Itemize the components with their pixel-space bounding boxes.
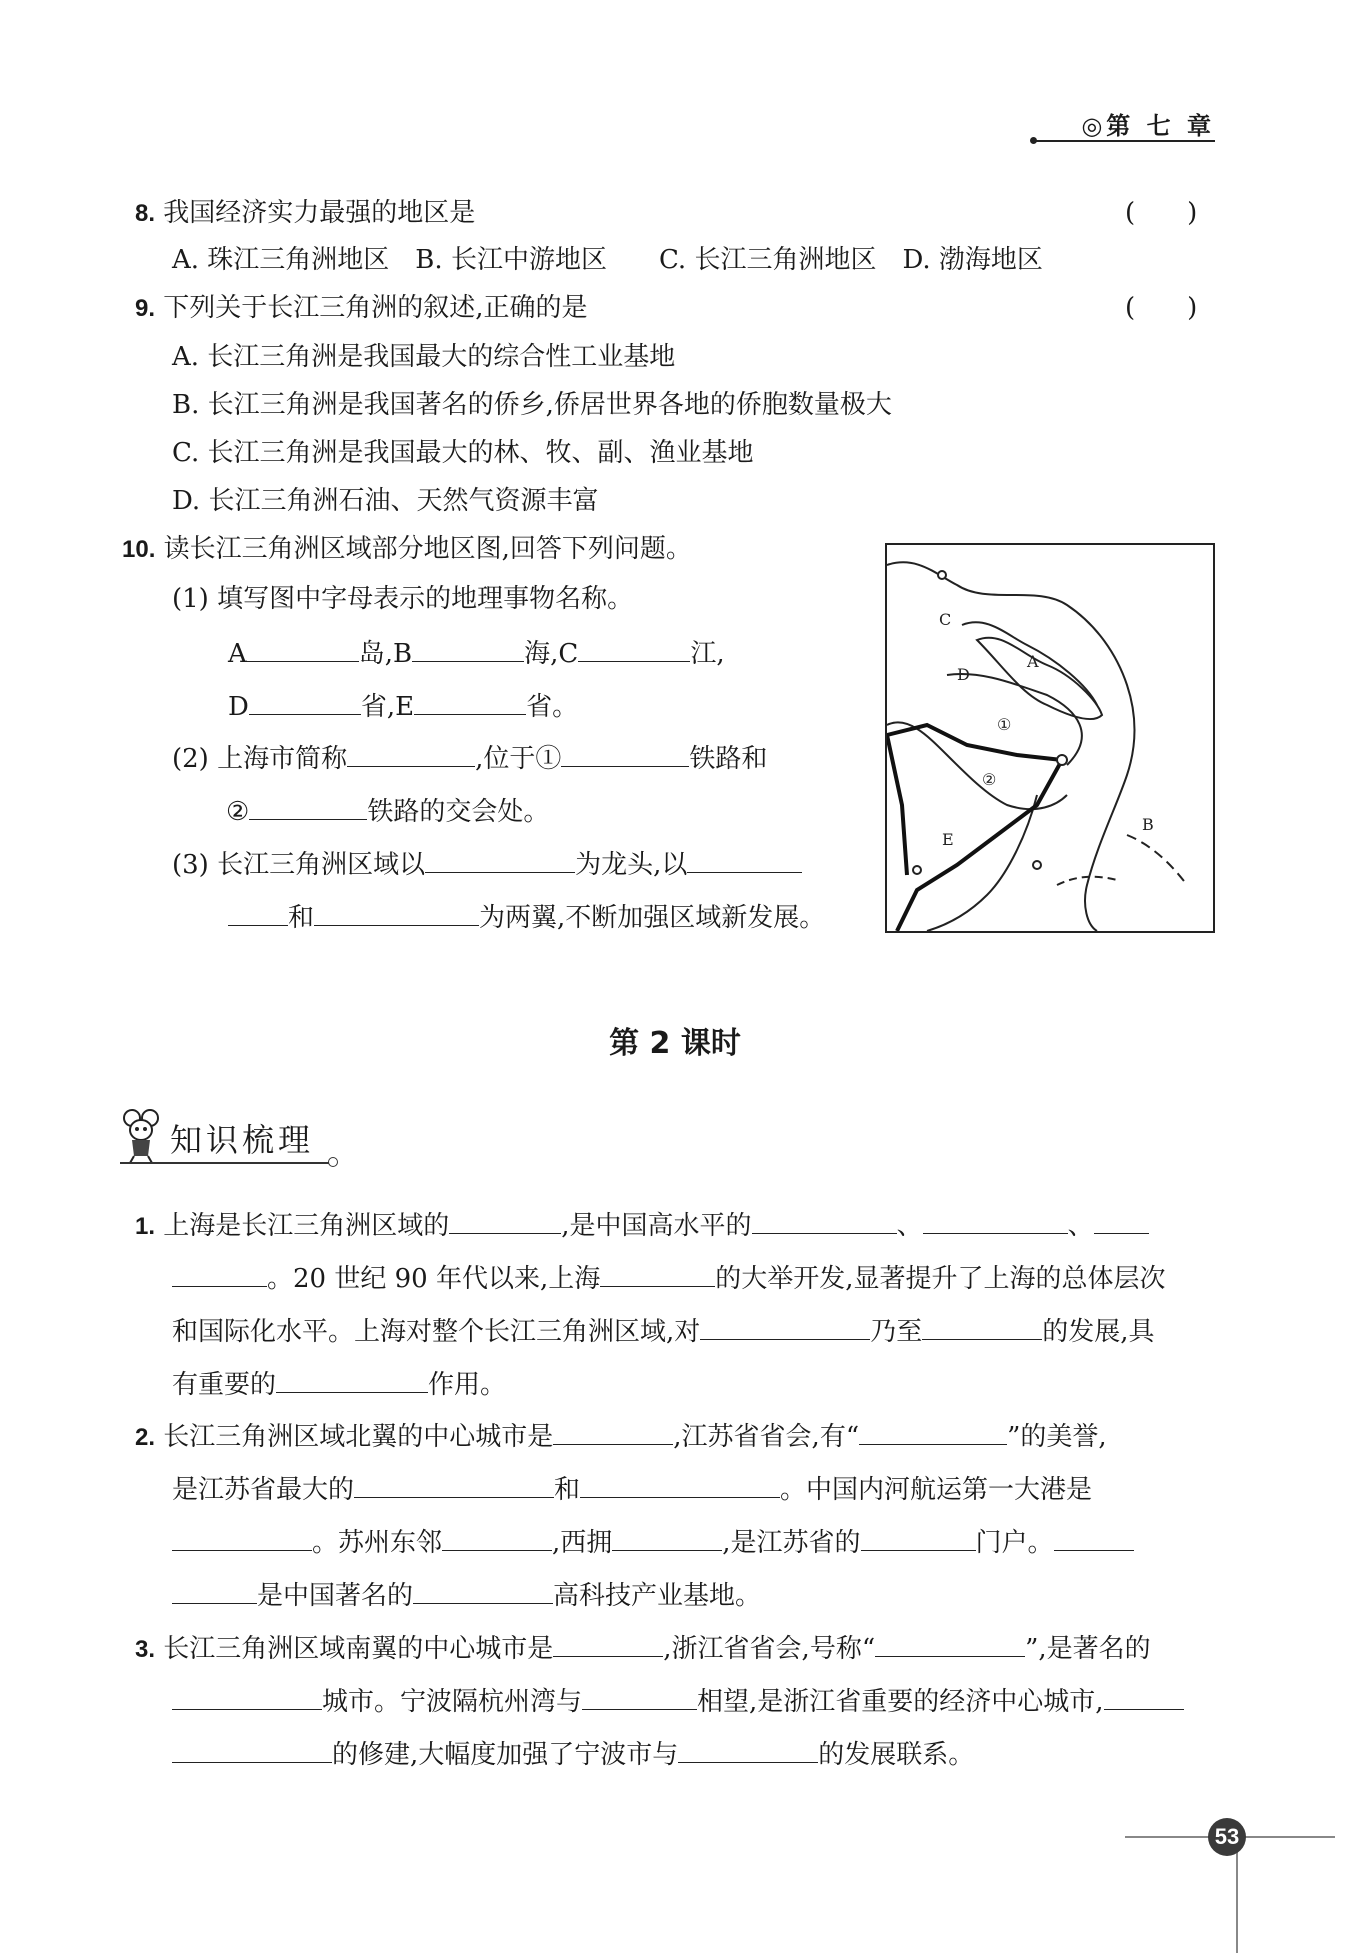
section-rule: [120, 1162, 330, 1164]
label-b: 岛,B: [358, 639, 413, 669]
map-label-2: ②: [982, 770, 997, 789]
q9-number: 9.: [135, 295, 156, 322]
p3-text-b: 为龙头,以: [575, 850, 688, 880]
k2-blank-5[interactable]: [172, 1524, 312, 1551]
p3-text-d: 为两翼,不断加强区域新发展。: [479, 903, 826, 933]
k3-row1: [135, 1630, 1151, 1667]
page-number: 53: [1208, 1818, 1246, 1856]
k3-text: 相望,是浙江省重要的经济中心城市,: [697, 1687, 1104, 1717]
k1-text: ,是中国高水平的: [561, 1211, 752, 1241]
k1-text: 乃至: [870, 1317, 923, 1347]
blank-wing-2[interactable]: [314, 899, 479, 926]
label-e: 省,E: [360, 692, 415, 722]
chapter-header: ◎第 七 章: [1081, 112, 1215, 140]
k1-blank-3[interactable]: [923, 1207, 1068, 1234]
k2-blank-2[interactable]: [859, 1418, 1007, 1445]
map-label-1: ①: [997, 715, 1012, 734]
p3-text-c: 和: [288, 903, 315, 933]
q8-answer-paren[interactable]: ( ): [1125, 198, 1198, 228]
k2-text: 高科技产业基地。: [553, 1581, 762, 1611]
p2-text-d: ②: [226, 797, 250, 827]
blank-c[interactable]: [578, 635, 690, 662]
p3-text-a: (3) 长江三角洲区域以: [172, 850, 426, 880]
q8-options: A. 珠江三角洲地区 B. 长江中游地区 C. 长江三角洲地区 D. 渤海地区: [172, 245, 1043, 275]
q8-stem: 我国经济实力最强的地区是: [163, 198, 476, 228]
map-label-a: A: [1027, 652, 1039, 671]
q10-part2-row1: [172, 740, 767, 776]
k3-text: 长江三角洲区域南翼的中心城市是: [163, 1634, 554, 1664]
p2-text-e: 铁路的交会处。: [367, 797, 550, 827]
k1-blank-1[interactable]: [449, 1207, 561, 1234]
footer-vertical-rule: [1236, 1845, 1238, 1953]
q9-option-c: C. 长江三角洲是我国最大的林、牧、副、渔业基地: [172, 438, 754, 468]
k3-blank-5a[interactable]: [1104, 1683, 1184, 1710]
k1-text: 上海是长江三角洲区域的: [163, 1211, 450, 1241]
blank-wing-1a[interactable]: [687, 846, 802, 873]
k1-text: 、: [896, 1211, 923, 1241]
q10-part3-row1: [172, 846, 802, 882]
q9-option-a: A. 长江三角洲是我国最大的综合性工业基地: [172, 342, 676, 372]
city-node: [1033, 861, 1041, 869]
k2-row4: [172, 1577, 761, 1613]
q9-option-b: B. 长江三角洲是我国著名的侨乡,侨居世界各地的侨胞数量极大: [172, 390, 892, 420]
k3-blank-6[interactable]: [678, 1736, 818, 1763]
k1-text: 作用。: [428, 1370, 507, 1400]
lesson-title: 第 2 课时: [609, 1026, 741, 1061]
blank-e[interactable]: [414, 688, 526, 715]
k1-row2: [172, 1260, 1166, 1296]
k3-blank-3[interactable]: [172, 1683, 322, 1710]
q10-line: [122, 532, 692, 567]
label-c-suffix: 江,: [690, 639, 725, 669]
q9-option-d: D. 长江三角洲石油、天然气资源丰富: [172, 486, 599, 516]
k2-text: 是江苏省最大的: [172, 1475, 355, 1505]
label-e-suffix: 省。: [526, 692, 579, 722]
map-drawing: [887, 545, 1213, 931]
k3-number: 3.: [135, 1636, 156, 1663]
label-a: A: [228, 639, 247, 669]
railway-west: [887, 735, 907, 875]
k1-text: 的发展,具: [1042, 1317, 1155, 1347]
k2-blank-9b[interactable]: [172, 1577, 257, 1604]
k3-text: 的修建,大幅度加强了宁波市与: [332, 1740, 679, 1770]
blank-shanghai-abbr[interactable]: [347, 740, 475, 767]
k1-number: 1.: [135, 1213, 156, 1240]
q10-part3-row2: [228, 899, 825, 935]
coastline-north: [887, 562, 1135, 931]
blank-railway-2[interactable]: [249, 793, 367, 820]
k2-number: 2.: [135, 1424, 156, 1451]
map-label-c: C: [939, 610, 952, 629]
k2-text: 是中国著名的: [257, 1581, 414, 1611]
sea-boundary: [1127, 835, 1187, 885]
q10-part2-row2: [226, 793, 549, 829]
blank-railway-1[interactable]: [561, 740, 689, 767]
k1-blank-4b[interactable]: [172, 1260, 267, 1287]
k1-row3: [172, 1313, 1155, 1349]
blank-leader[interactable]: [425, 846, 575, 873]
map-label-b: B: [1142, 815, 1154, 834]
label-d: D: [228, 692, 249, 722]
k2-text: 长江三角洲区域北翼的中心城市是: [163, 1422, 554, 1452]
k2-row3: [172, 1524, 1134, 1560]
k2-text: 。中国内河航运第一大港是: [780, 1475, 1093, 1505]
k1-text: 。20 世纪 90 年代以来,上海: [267, 1264, 601, 1294]
city-node: [938, 571, 946, 579]
k1-blank-2[interactable]: [752, 1207, 897, 1234]
p2-text-c: 铁路和: [689, 744, 768, 774]
k3-blank-4[interactable]: [582, 1683, 697, 1710]
k2-text: ,西拥: [552, 1528, 613, 1558]
k2-blank-10[interactable]: [413, 1577, 553, 1604]
k3-row3: [172, 1736, 974, 1772]
q10-blanks-row2: [228, 688, 578, 724]
k1-text: 有重要的: [172, 1370, 277, 1400]
k2-text: ,是江苏省的: [722, 1528, 861, 1558]
k1-blank-8[interactable]: [276, 1366, 428, 1393]
k3-row2: [172, 1683, 1184, 1719]
q8-line: [135, 196, 475, 231]
k2-text: ,江苏省省会,有“: [673, 1422, 860, 1452]
city-node: [913, 866, 921, 874]
k1-blank-6[interactable]: [700, 1313, 870, 1340]
q8-number: 8.: [135, 200, 156, 227]
k2-blank-8[interactable]: [861, 1524, 976, 1551]
blank-d[interactable]: [249, 688, 361, 715]
k3-text: ,浙江省省会,号称“: [663, 1634, 876, 1664]
yangtze-delta-map: [885, 543, 1215, 933]
k2-text: 和: [554, 1475, 581, 1505]
q10-part1: (1) 填写图中字母表示的地理事物名称。: [172, 584, 634, 614]
p2-text-a: (2) 上海市简称: [172, 744, 348, 774]
k3-blank-1[interactable]: [553, 1630, 663, 1657]
k2-blank-9a[interactable]: [1054, 1524, 1134, 1551]
k2-row1: [135, 1418, 1107, 1455]
k3-text: 城市。宁波隔杭州湾与: [322, 1687, 583, 1717]
k3-text: 的发展联系。: [818, 1740, 975, 1770]
shanghai-node: [1057, 755, 1067, 765]
q10-stem: 读长江三角洲区域部分地区图,回答下列问题。: [163, 534, 692, 564]
k1-row1: [135, 1207, 1149, 1244]
q9-line: [135, 291, 588, 326]
blank-a[interactable]: [247, 635, 359, 662]
blank-b[interactable]: [412, 635, 524, 662]
k2-text: ”的美誉,: [1007, 1422, 1107, 1452]
header-rule: [1035, 140, 1215, 142]
q10-blanks-row1: [228, 635, 725, 671]
k2-blank-1[interactable]: [553, 1418, 673, 1445]
map-label-d: D: [957, 665, 970, 684]
k1-blank-7[interactable]: [922, 1313, 1042, 1340]
k3-blank-2[interactable]: [875, 1630, 1025, 1657]
k1-row4: [172, 1366, 506, 1402]
q9-answer-paren[interactable]: ( ): [1125, 293, 1198, 323]
section-dot: [328, 1157, 338, 1167]
k1-blank-4a[interactable]: [1094, 1207, 1149, 1234]
k3-text: ”,是著名的: [1025, 1634, 1151, 1664]
k2-blank-3[interactable]: [354, 1471, 554, 1498]
railway-1: [887, 725, 1062, 760]
k1-text: 、: [1067, 1211, 1094, 1241]
k2-blank-7[interactable]: [612, 1524, 722, 1551]
k2-text: 。苏州东邻: [312, 1528, 443, 1558]
k2-blank-4[interactable]: [580, 1471, 780, 1498]
k1-text: 的大举开发,显著提升了上海的总体层次: [715, 1264, 1166, 1294]
k2-text: 门户。: [975, 1528, 1054, 1558]
k3-blank-5b[interactable]: [172, 1736, 332, 1763]
k1-blank-5[interactable]: [600, 1260, 715, 1287]
q9-stem: 下列关于长江三角洲的叙述,正确的是: [163, 293, 588, 323]
label-c: 海,C: [524, 639, 579, 669]
river-bank-south: [947, 674, 1082, 765]
section-heading: 知识梳理: [170, 1121, 315, 1159]
q10-number: 10.: [122, 536, 156, 563]
map-label-e: E: [942, 830, 954, 849]
k2-blank-6[interactable]: [442, 1524, 552, 1551]
blank-wing-1b[interactable]: [228, 899, 288, 926]
k2-row2: [172, 1471, 1092, 1507]
mouse-mascot-icon: [118, 1108, 168, 1164]
k1-text: 和国际化水平。上海对整个长江三角洲区域,对: [172, 1317, 701, 1347]
p2-text-b: ,位于①: [475, 744, 562, 774]
